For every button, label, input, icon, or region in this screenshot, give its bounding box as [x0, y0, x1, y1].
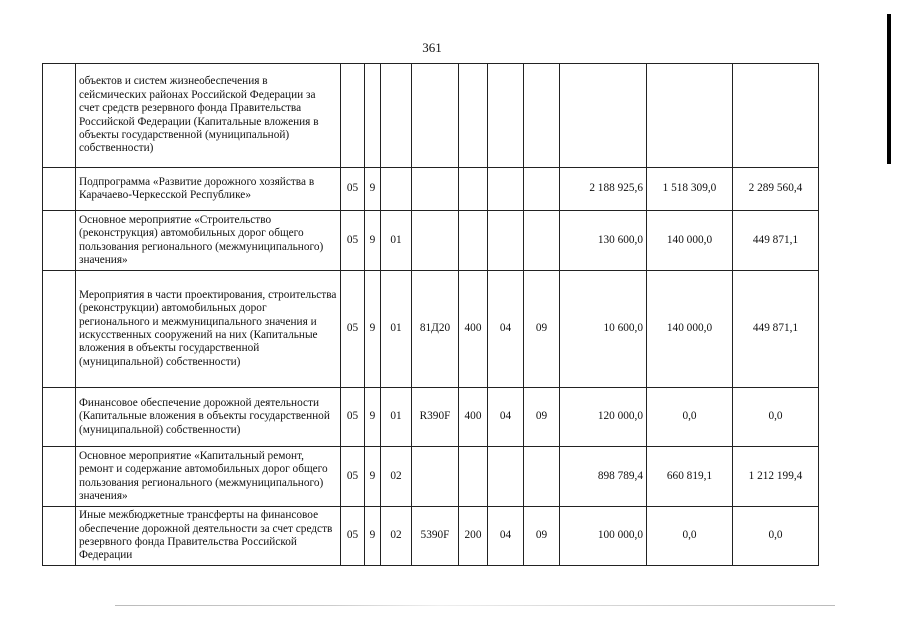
item-name-cell: Основное мероприятие «Строительство (реконструкция) автомобильных дорог общего пользования регионального (межмуниципального) значения» — [76, 211, 341, 271]
section-cell — [488, 64, 524, 168]
budget-table — [42, 63, 819, 566]
table-row — [43, 388, 819, 447]
expense-type-cell: 400 — [459, 271, 488, 388]
expense-type-cell: 200 — [459, 507, 488, 566]
scan-footer-line — [115, 605, 835, 606]
target-code-cell: 5390F — [412, 507, 459, 566]
table-row — [43, 447, 819, 507]
row-blank-cell — [43, 271, 76, 388]
amount-year3-cell: 449 871,1 — [733, 271, 819, 388]
subsection-cell — [524, 64, 560, 168]
ministry-code-cell: 05 — [341, 211, 365, 271]
table-row — [43, 211, 819, 271]
subprogram-code-cell: 02 — [381, 507, 412, 566]
target-code-cell: R390F — [412, 388, 459, 447]
ministry-code-cell: 05 — [341, 388, 365, 447]
table-row — [43, 168, 819, 211]
subprogram-code-cell: 01 — [381, 271, 412, 388]
program-code-cell: 9 — [365, 168, 381, 211]
program-code-cell: 9 — [365, 507, 381, 566]
target-code-cell — [412, 64, 459, 168]
scan-edge-bar — [887, 14, 891, 164]
subprogram-code-cell — [381, 64, 412, 168]
subprogram-code-cell — [381, 168, 412, 211]
subsection-cell: 09 — [524, 271, 560, 388]
amount-year2-cell: 1 518 309,0 — [647, 168, 733, 211]
amount-year1-cell: 2 188 925,6 — [560, 168, 647, 211]
subsection-cell: 09 — [524, 388, 560, 447]
item-name-cell: Финансовое обеспечение дорожной деятельности (Капитальные вложения в объекты государственной (муниципальной) собственности) — [76, 388, 341, 447]
subsection-cell — [524, 168, 560, 211]
table-row — [43, 507, 819, 566]
section-cell: 04 — [488, 388, 524, 447]
section-cell — [488, 168, 524, 211]
expense-type-cell — [459, 211, 488, 271]
row-blank-cell — [43, 507, 76, 566]
row-blank-cell — [43, 447, 76, 507]
amount-year3-cell: 1 212 199,4 — [733, 447, 819, 507]
subsection-cell — [524, 447, 560, 507]
section-cell: 04 — [488, 507, 524, 566]
amount-year2-cell: 140 000,0 — [647, 271, 733, 388]
amount-year1-cell: 898 789,4 — [560, 447, 647, 507]
ministry-code-cell — [341, 64, 365, 168]
amount-year2-cell: 140 000,0 — [647, 211, 733, 271]
amount-year2-cell: 0,0 — [647, 388, 733, 447]
item-name-cell: Основное мероприятие «Капитальный ремонт, ремонт и содержание автомобильных дорог общего пользования регионального (межмуниципального) значения» — [76, 447, 341, 507]
ministry-code-cell: 05 — [341, 168, 365, 211]
section-cell — [488, 447, 524, 507]
item-name-cell: Подпрограмма «Развитие дорожного хозяйства в Карачаево-Черкесской Республике» — [76, 168, 341, 211]
amount-year1-cell: 130 600,0 — [560, 211, 647, 271]
expense-type-cell — [459, 168, 488, 211]
ministry-code-cell: 05 — [341, 271, 365, 388]
item-name-cell: объектов и систем жизнеобеспечения в сейсмических районах Российской Федерации за счет средств резервного фонда Правительства Российской Федерации (Капитальные вложения в объекты государственной (муниципальной) собственности) — [76, 64, 341, 168]
amount-year1-cell: 120 000,0 — [560, 388, 647, 447]
item-name-cell: Мероприятия в части проектирования, строительства (реконструкции) автомобильных дорог регионального и межмуниципального значения и искусственных сооружений на них (Капитальные вложения в объекты государственной (муниципальной) собственности) — [76, 271, 341, 388]
row-blank-cell — [43, 64, 76, 168]
amount-year3-cell: 0,0 — [733, 507, 819, 566]
ministry-code-cell: 05 — [341, 507, 365, 566]
target-code-cell — [412, 447, 459, 507]
program-code-cell: 9 — [365, 271, 381, 388]
table-row — [43, 64, 819, 168]
target-code-cell — [412, 211, 459, 271]
row-blank-cell — [43, 211, 76, 271]
ministry-code-cell: 05 — [341, 447, 365, 507]
expense-type-cell — [459, 447, 488, 507]
section-cell: 04 — [488, 271, 524, 388]
amount-year3-cell: 0,0 — [733, 388, 819, 447]
page-number: 361 — [422, 40, 442, 55]
program-code-cell: 9 — [365, 388, 381, 447]
subsection-cell — [524, 211, 560, 271]
target-code-cell: 81Д20 — [412, 271, 459, 388]
row-blank-cell — [43, 168, 76, 211]
target-code-cell — [412, 168, 459, 211]
expense-type-cell — [459, 64, 488, 168]
amount-year2-cell — [647, 64, 733, 168]
amount-year2-cell: 0,0 — [647, 507, 733, 566]
table-row — [43, 271, 819, 388]
subsection-cell: 09 — [524, 507, 560, 566]
amount-year3-cell: 449 871,1 — [733, 211, 819, 271]
item-name-cell: Иные межбюджетные трансферты на финансовое обеспечение дорожной деятельности за счет средств резервного фонда Правительства Российской Федерации — [76, 507, 341, 566]
amount-year2-cell: 660 819,1 — [647, 447, 733, 507]
subprogram-code-cell: 01 — [381, 211, 412, 271]
program-code-cell: 9 — [365, 447, 381, 507]
amount-year1-cell: 100 000,0 — [560, 507, 647, 566]
program-code-cell: 9 — [365, 211, 381, 271]
amount-year1-cell — [560, 64, 647, 168]
section-cell — [488, 211, 524, 271]
amount-year3-cell — [733, 64, 819, 168]
amount-year3-cell: 2 289 560,4 — [733, 168, 819, 211]
expense-type-cell: 400 — [459, 388, 488, 447]
subprogram-code-cell: 02 — [381, 447, 412, 507]
program-code-cell — [365, 64, 381, 168]
amount-year1-cell: 10 600,0 — [560, 271, 647, 388]
row-blank-cell — [43, 388, 76, 447]
subprogram-code-cell: 01 — [381, 388, 412, 447]
